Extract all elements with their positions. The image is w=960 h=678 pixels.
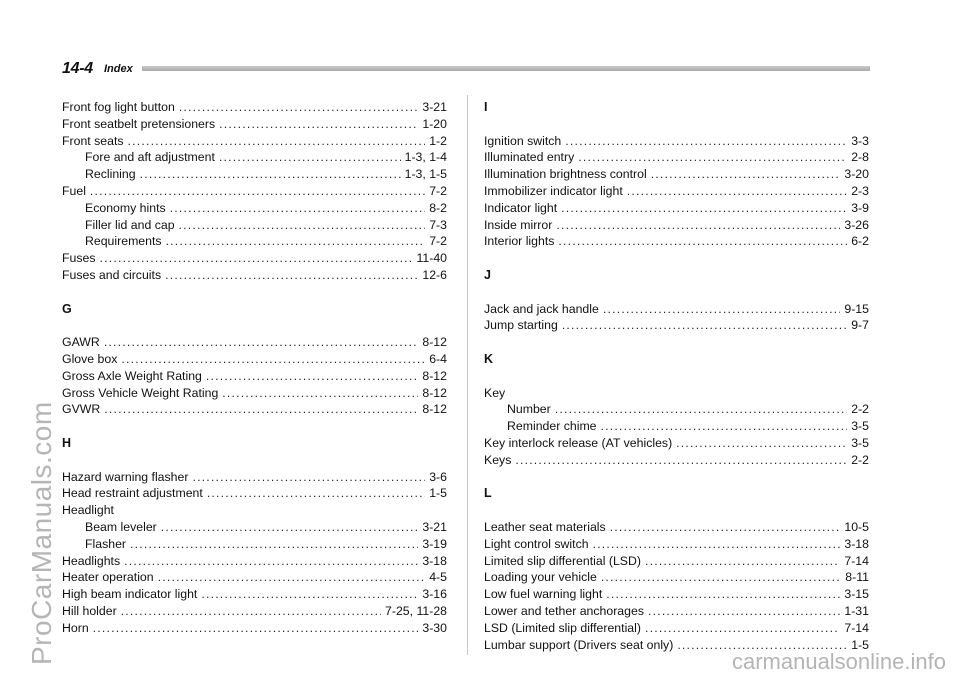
dot-leader <box>179 100 419 114</box>
dot-leader <box>601 570 841 584</box>
entry-page-ref: 11-40 <box>416 251 447 266</box>
entry-term: Key <box>484 385 506 400</box>
dot-leader <box>593 537 841 551</box>
entry-page-ref: 7-25, 11-28 <box>385 603 447 618</box>
dot-leader <box>128 134 426 148</box>
entry-page-ref: 2-2 <box>851 452 869 467</box>
dot-leader <box>219 150 401 164</box>
dot-leader <box>515 453 847 467</box>
watermark-side: ProCarManuals.com <box>26 401 57 665</box>
entry-page-ref: 3-15 <box>844 587 869 602</box>
index-subentry <box>62 150 447 167</box>
entry-term: GVWR <box>62 402 101 417</box>
dot-leader <box>201 587 418 601</box>
index-letter-heading: L <box>484 486 492 501</box>
index-entry <box>62 100 447 117</box>
entry-term: Fuses <box>62 251 96 266</box>
entry-page-ref: 3-6 <box>429 469 447 484</box>
entry-term: Ignition switch <box>484 133 562 148</box>
entry-page-ref: 2-2 <box>851 402 869 417</box>
entry-page-ref: 3-20 <box>844 167 869 182</box>
index-subentry <box>62 167 447 184</box>
entry-page-ref: 1-2 <box>429 133 447 148</box>
dot-leader <box>578 150 847 164</box>
dot-leader <box>161 520 419 534</box>
index-entry <box>62 402 447 419</box>
entry-term: Hazard warning flasher <box>62 469 189 484</box>
dot-leader <box>627 184 847 198</box>
dot-leader <box>561 201 847 215</box>
entry-term: Indicator light <box>484 200 558 215</box>
index-entry <box>484 537 869 554</box>
dot-leader <box>558 234 847 248</box>
page-number: 14-4 <box>62 60 93 77</box>
entry-term: Reclining <box>85 167 136 182</box>
entry-page-ref: 3-26 <box>844 217 869 232</box>
dot-leader <box>606 587 840 601</box>
index-entry <box>62 486 447 503</box>
entry-term: Illumination brightness control <box>484 167 647 182</box>
column-divider <box>467 95 468 655</box>
index-entry <box>484 570 869 587</box>
entry-term: Head restraint adjustment <box>62 486 203 501</box>
index-entry <box>62 570 447 587</box>
entry-term: Front fog light button <box>62 100 175 114</box>
entry-term: Fore and aft adjustment <box>85 150 215 165</box>
index-entry <box>484 150 869 167</box>
entry-term: Lower and tether anchorages <box>484 603 644 618</box>
entry-term: Beam leveler <box>85 519 157 534</box>
section-title: Index <box>104 63 133 75</box>
entry-term: Leather seat materials <box>484 519 606 534</box>
dot-leader <box>124 554 418 568</box>
dot-leader <box>601 419 848 433</box>
index-entry <box>484 167 869 184</box>
index-entry <box>62 369 447 386</box>
index-entry <box>62 184 447 201</box>
entry-term: Headlights <box>62 553 121 568</box>
entry-term: Front seats <box>62 133 124 148</box>
entry-page-ref: 3-19 <box>422 536 447 551</box>
entry-term: Inside mirror <box>484 217 553 232</box>
entry-page-ref: 3-3 <box>851 133 869 148</box>
index-entry <box>484 201 869 218</box>
dot-leader <box>610 520 841 534</box>
dot-leader <box>648 604 840 618</box>
entry-term: Key interlock release (AT vehicles) <box>484 435 673 450</box>
entry-page-ref: 7-14 <box>844 620 869 635</box>
dot-leader <box>556 218 840 232</box>
index-letter-heading: K <box>484 351 494 366</box>
entry-page-ref: 7-2 <box>429 183 447 198</box>
dot-leader <box>179 218 426 232</box>
letter-gap <box>62 318 447 335</box>
dot-leader <box>165 268 418 282</box>
entry-term: Flasher <box>85 536 127 551</box>
dot-leader <box>676 436 847 450</box>
entry-page-ref: 3-18 <box>844 536 869 551</box>
index-entry <box>484 218 869 235</box>
index-entry <box>62 251 447 268</box>
index-entry <box>62 621 447 638</box>
entry-term: Heater operation <box>62 570 154 585</box>
dot-leader <box>104 402 418 416</box>
dot-leader <box>140 167 401 181</box>
index-letter-heading: G <box>62 301 72 316</box>
index-entry <box>484 436 869 453</box>
index-subentry <box>62 234 447 251</box>
dot-leader <box>206 369 418 383</box>
index-entry <box>62 335 447 352</box>
entry-term: Lumbar support (Drivers seat only) <box>484 637 674 652</box>
index-subentry <box>484 419 869 436</box>
entry-term: Immobilizer indicator light <box>484 183 623 198</box>
entry-page-ref: 1-3, 1-5 <box>404 167 447 182</box>
entry-page-ref: 1-3, 1-4 <box>404 150 447 165</box>
entry-term: Fuses and circuits <box>62 267 162 282</box>
dot-leader <box>121 604 381 618</box>
page-header <box>62 60 870 80</box>
entry-page-ref: 7-2 <box>429 234 447 249</box>
entry-page-ref: 8-12 <box>422 402 447 417</box>
letter-gap <box>484 503 869 520</box>
letter-gap <box>484 285 869 302</box>
index-letter-heading: H <box>62 435 72 450</box>
index-entry <box>484 604 869 621</box>
index-entry <box>484 302 869 319</box>
entry-term: Headlight <box>62 503 114 518</box>
index-subentry <box>62 201 447 218</box>
entry-page-ref: 3-18 <box>422 553 447 568</box>
entry-page-ref: 3-30 <box>422 620 447 635</box>
entry-term: Number <box>507 402 551 417</box>
index-entry <box>62 470 447 487</box>
index-entry <box>484 386 869 403</box>
dot-leader <box>219 117 418 131</box>
index-entry <box>484 554 869 571</box>
entry-term: GAWR <box>62 335 100 350</box>
index-entry <box>484 453 869 470</box>
entry-page-ref: 3-21 <box>422 519 447 534</box>
entry-page-ref: 2-8 <box>851 150 869 165</box>
index-column-left <box>62 100 447 638</box>
entry-page-ref: 7-3 <box>429 217 447 232</box>
entry-page-ref: 1-20 <box>422 116 447 131</box>
index-entry <box>484 318 869 335</box>
dot-leader <box>222 386 418 400</box>
entry-term: Gross Vehicle Weight Rating <box>62 385 219 400</box>
dot-leader <box>651 167 841 181</box>
entry-term: Fuel <box>62 183 86 198</box>
dot-leader <box>104 335 419 349</box>
entry-term: High beam indicator light <box>62 587 198 602</box>
index-subentry <box>484 402 869 419</box>
entry-term: LSD (Limited slip differential) <box>484 620 641 635</box>
dot-leader <box>93 621 419 635</box>
index-subentry <box>62 520 447 537</box>
entry-page-ref: 4-5 <box>429 570 447 585</box>
entry-term: Glove box <box>62 351 118 366</box>
index-entry <box>484 621 869 638</box>
index-entry <box>62 117 447 134</box>
index-entry <box>62 352 447 369</box>
entry-term: Jump starting <box>484 318 558 333</box>
entry-page-ref: 12-6 <box>422 267 447 282</box>
index-entry <box>62 134 447 151</box>
entry-page-ref: 6-2 <box>851 234 869 249</box>
index-letter-heading: J <box>484 267 491 282</box>
index-entry <box>484 234 869 251</box>
dot-leader <box>158 570 426 584</box>
dot-leader <box>166 234 426 248</box>
entry-term: Light control switch <box>484 536 589 551</box>
entry-term: Hill holder <box>62 603 117 618</box>
entry-term: Requirements <box>85 234 162 249</box>
entry-term: Jack and jack handle <box>484 301 599 316</box>
entry-term: Economy hints <box>85 200 166 215</box>
dot-leader <box>130 537 418 551</box>
index-entry <box>62 268 447 285</box>
dot-leader <box>207 486 425 500</box>
index-entry <box>484 184 869 201</box>
entry-page-ref: 8-12 <box>422 368 447 383</box>
index-entry <box>484 520 869 537</box>
entry-term: Gross Axle Weight Rating <box>62 368 202 383</box>
letter-gap <box>484 369 869 386</box>
dot-leader <box>170 201 426 215</box>
dot-leader <box>645 621 840 635</box>
entry-term: Keys <box>484 452 512 467</box>
dot-leader <box>645 554 840 568</box>
entry-term: Front seatbelt pretensioners <box>62 116 216 131</box>
index-subentry <box>62 218 447 235</box>
entry-page-ref: 3-16 <box>422 587 447 602</box>
entry-page-ref: 9-7 <box>851 318 869 333</box>
entry-page-ref: 1-5 <box>429 486 447 501</box>
index-entry <box>62 587 447 604</box>
entry-page-ref: 6-4 <box>429 351 447 366</box>
entry-term: Horn <box>62 620 89 635</box>
index-subentry <box>62 537 447 554</box>
entry-page-ref: 3-5 <box>851 419 869 434</box>
entry-page-ref: 3-9 <box>851 200 869 215</box>
entry-page-ref: 1-31 <box>844 603 869 618</box>
entry-page-ref: 3-21 <box>422 100 447 114</box>
index-entry <box>484 587 869 604</box>
index-entry <box>62 604 447 621</box>
dot-leader <box>192 470 425 484</box>
dot-leader <box>100 251 413 265</box>
entry-term: Reminder chime <box>507 419 597 434</box>
entry-term: Low fuel warning light <box>484 587 603 602</box>
dot-leader <box>555 402 847 416</box>
entry-page-ref: 2-3 <box>851 183 869 198</box>
entry-page-ref: 1-5 <box>851 637 869 652</box>
entry-page-ref: 8-12 <box>422 385 447 400</box>
entry-page-ref: 3-5 <box>851 435 869 450</box>
index-entry <box>62 554 447 571</box>
entry-page-ref: 10-5 <box>844 519 869 534</box>
entry-page-ref: 8-11 <box>845 570 869 585</box>
index-entry <box>62 386 447 403</box>
entry-page-ref: 7-14 <box>844 553 869 568</box>
entry-page-ref: 8-2 <box>429 200 447 215</box>
dot-leader <box>90 184 425 198</box>
dot-leader <box>562 318 847 332</box>
dot-leader <box>121 352 425 366</box>
header-rule <box>142 66 870 71</box>
dot-leader <box>565 134 847 148</box>
entry-page-ref: 9-15 <box>844 301 869 316</box>
index-letter-heading: I <box>484 100 488 114</box>
entry-term: Interior lights <box>484 234 555 249</box>
dot-leader <box>603 302 841 316</box>
entry-term: Filler lid and cap <box>85 217 175 232</box>
letter-gap <box>62 453 447 470</box>
watermark-bottom: carmanualsonline.info <box>731 649 946 674</box>
index-entry <box>484 134 869 151</box>
index-entry <box>62 503 447 520</box>
index-column-right <box>484 100 869 654</box>
entry-page-ref: 8-12 <box>422 335 447 350</box>
entry-term: Limited slip differential (LSD) <box>484 553 641 568</box>
entry-term: Loading your vehicle <box>484 570 597 585</box>
letter-gap <box>484 117 869 134</box>
entry-term: Illuminated entry <box>484 150 575 165</box>
